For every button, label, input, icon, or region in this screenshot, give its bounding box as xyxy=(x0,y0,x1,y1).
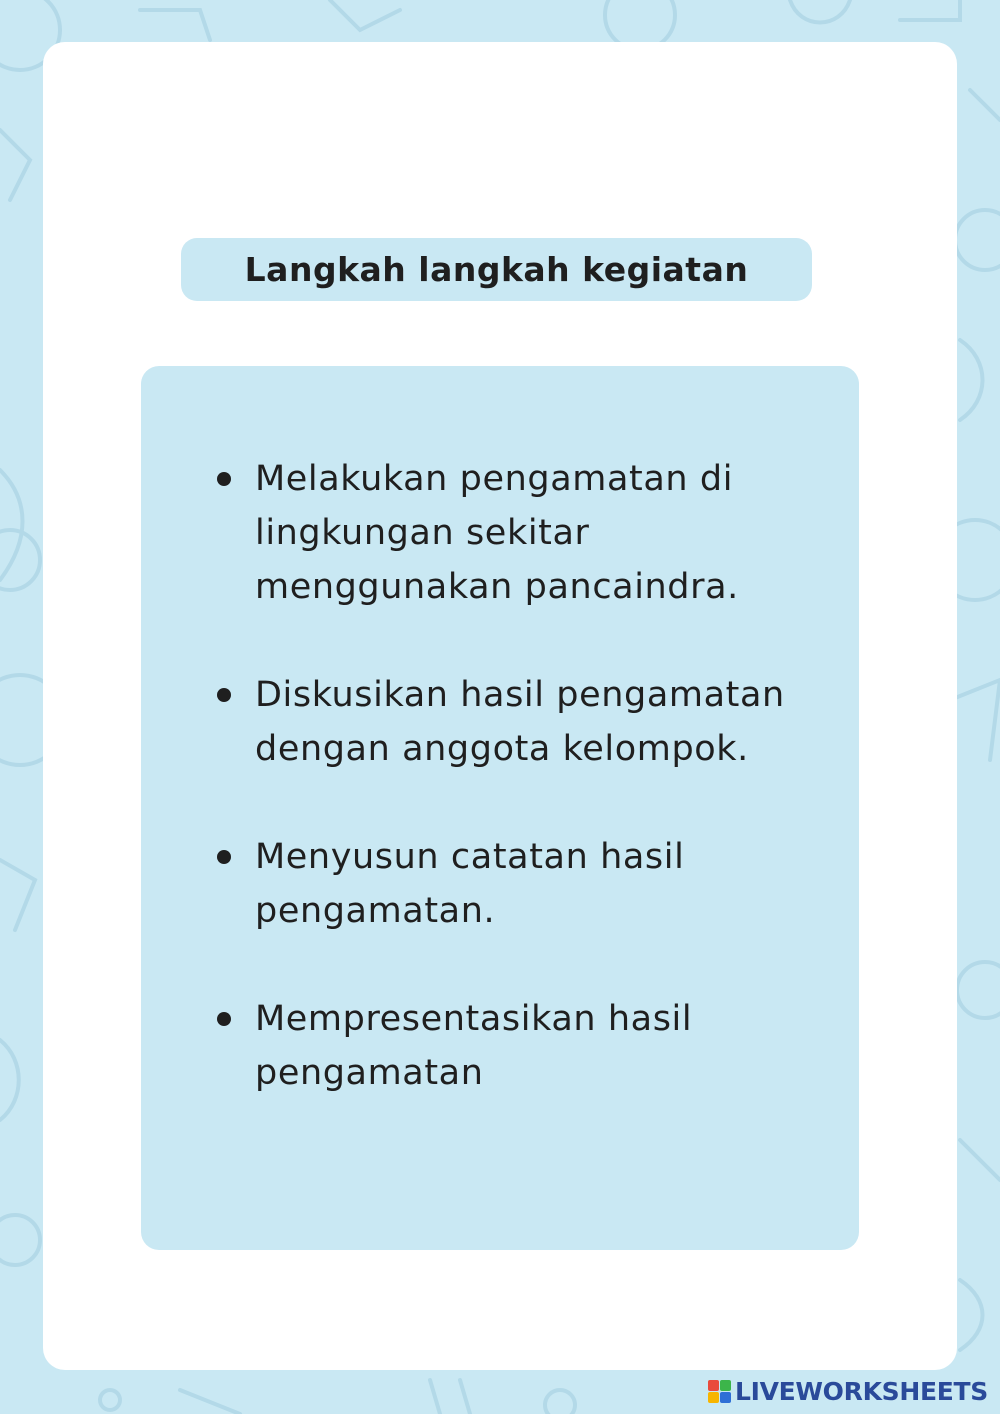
list-item xyxy=(215,992,815,1100)
bullet-icon xyxy=(217,850,231,864)
title-banner xyxy=(181,238,812,301)
liveworksheets-logo-icon xyxy=(708,1380,731,1403)
step-text: Melakukan pengamatan di lingkungan sekitar menggunakan pancaindra. xyxy=(255,459,739,607)
liveworksheets-brand[interactable] xyxy=(708,1377,988,1406)
bullet-icon xyxy=(217,472,231,486)
logo-square xyxy=(708,1392,719,1403)
bullet-icon xyxy=(217,1012,231,1026)
logo-square xyxy=(720,1380,731,1391)
page-title: Langkah langkah kegiatan xyxy=(244,250,749,289)
steps-list xyxy=(215,452,815,1100)
brand-name: LIVEWORKSHEETS xyxy=(734,1377,988,1406)
bullet-icon xyxy=(217,688,231,702)
steps-panel xyxy=(141,366,859,1250)
step-text: Menyusun catatan hasil pengamatan. xyxy=(255,837,685,931)
list-item xyxy=(215,668,815,776)
logo-square xyxy=(720,1392,731,1403)
step-text: Diskusikan hasil pengamatan dengan anggota kelompok. xyxy=(255,675,785,769)
list-item xyxy=(215,452,815,614)
logo-square xyxy=(708,1380,719,1391)
step-text: Mempresentasikan hasil pengamatan xyxy=(255,999,693,1093)
list-item xyxy=(215,830,815,938)
